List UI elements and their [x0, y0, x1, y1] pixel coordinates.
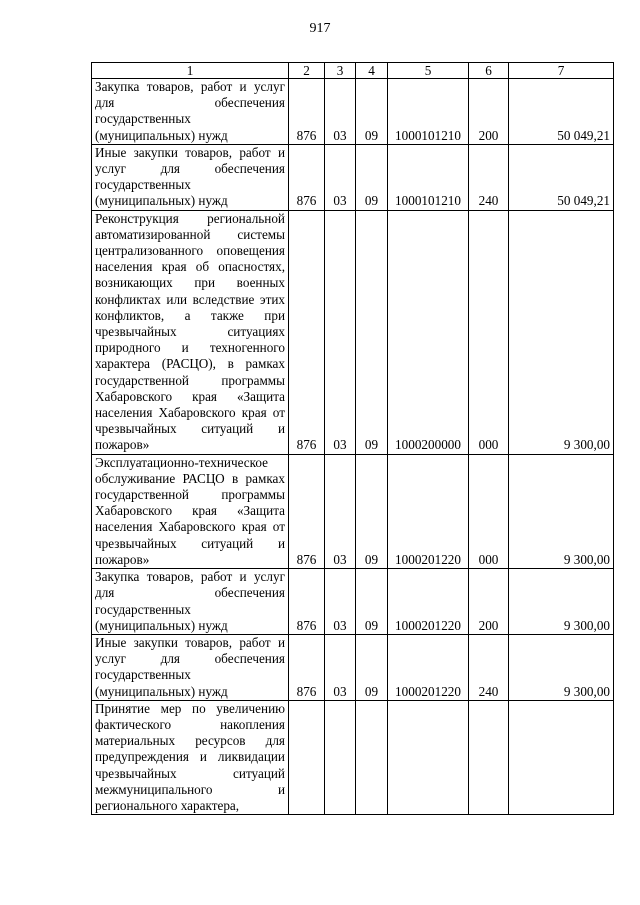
item-name: Эксплуатационно-техническое обслуживание РАСЦО в рамках государственной программы Хабаровского края «Защита населения Хабаровского края от чрезвычайных ситуаций и пожаров»: [92, 454, 289, 568]
amount: 9 300,00: [509, 634, 614, 700]
expense-type-code: 240: [469, 634, 509, 700]
subsection-code: 09: [356, 454, 388, 568]
target-article-code: 1000101210: [388, 144, 469, 210]
ministry-code: 876: [289, 144, 325, 210]
target-article-code: 1000200000: [388, 210, 469, 454]
budget-table: [91, 62, 614, 815]
column-header: 2: [289, 63, 325, 79]
subsection-code: [356, 700, 388, 814]
expense-type-code: 200: [469, 79, 509, 145]
column-header: 5: [388, 63, 469, 79]
expense-type-code: 200: [469, 569, 509, 635]
column-header: 3: [325, 63, 356, 79]
section-code: 03: [325, 454, 356, 568]
item-name: Реконструкция региональной автоматизированной системы централизованного оповещения населения края об опасностях, возникающих при военных конфликтах или вследствие этих конфликтов, а также при чрезвычайных ситуациях природного и техногенного характера (РАСЦО), в рамках государственной программы Хабаровского края «Защита населения Хабаровского края от чрезвычайных ситуаций и пожаров»: [92, 210, 289, 454]
ministry-code: 876: [289, 210, 325, 454]
section-code: 03: [325, 634, 356, 700]
table-row: [92, 454, 614, 568]
item-name: Закупка товаров, работ и услуг для обеспечения государственных (муниципальных) нужд: [92, 569, 289, 635]
amount: [509, 700, 614, 814]
subsection-code: 09: [356, 79, 388, 145]
expense-type-code: 000: [469, 210, 509, 454]
target-article-code: 1000101210: [388, 79, 469, 145]
target-article-code: 1000201220: [388, 569, 469, 635]
ministry-code: 876: [289, 454, 325, 568]
ministry-code: 876: [289, 79, 325, 145]
column-header: 7: [509, 63, 614, 79]
table-row: [92, 634, 614, 700]
item-name: Иные закупки товаров, работ и услуг для обеспечения государственных (муниципальных) нужд: [92, 634, 289, 700]
table-row: [92, 79, 614, 145]
table-row: [92, 700, 614, 814]
column-number-row: [92, 63, 614, 79]
section-code: [325, 700, 356, 814]
target-article-code: [388, 700, 469, 814]
amount: 50 049,21: [509, 79, 614, 145]
page-number: 917: [309, 21, 331, 36]
section-code: 03: [325, 79, 356, 145]
expense-type-code: 240: [469, 144, 509, 210]
column-header: 4: [356, 63, 388, 79]
column-header: 1: [92, 63, 289, 79]
expense-type-code: 000: [469, 454, 509, 568]
target-article-code: 1000201220: [388, 454, 469, 568]
amount: 50 049,21: [509, 144, 614, 210]
ministry-code: [289, 700, 325, 814]
subsection-code: 09: [356, 210, 388, 454]
amount: 9 300,00: [509, 569, 614, 635]
item-name: Иные закупки товаров, работ и услуг для обеспечения государственных (муниципальных) нужд: [92, 144, 289, 210]
column-header: 6: [469, 63, 509, 79]
section-code: 03: [325, 210, 356, 454]
item-name: Закупка товаров, работ и услуг для обеспечения государственных (муниципальных) нужд: [92, 79, 289, 145]
section-code: 03: [325, 569, 356, 635]
expense-type-code: [469, 700, 509, 814]
amount: 9 300,00: [509, 454, 614, 568]
amount: 9 300,00: [509, 210, 614, 454]
subsection-code: 09: [356, 634, 388, 700]
ministry-code: 876: [289, 569, 325, 635]
section-code: 03: [325, 144, 356, 210]
table-row: [92, 144, 614, 210]
table-row: [92, 210, 614, 454]
item-name: Принятие мер по увеличению фактического накопления материальных ресурсов для предупреждения и ликвидации чрезвычайных ситуаций межмуниципального и регионального характера,: [92, 700, 289, 814]
subsection-code: 09: [356, 144, 388, 210]
table-row: [92, 569, 614, 635]
ministry-code: 876: [289, 634, 325, 700]
subsection-code: 09: [356, 569, 388, 635]
target-article-code: 1000201220: [388, 634, 469, 700]
